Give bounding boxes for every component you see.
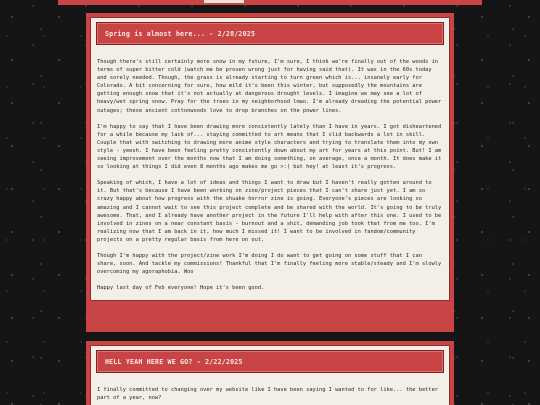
top-nav-strip [58,0,482,5]
top-nav-tab[interactable] [204,0,244,3]
post-header [96,22,444,45]
post-title: HELL YEAH HERE WE GO? - 2/22/2025 [105,357,243,366]
blog-post [86,13,454,332]
post-paragraph: I'm happy to say that I have been drawing more consistently lately than I have in years. I got disheartened for a while because my lack of... staying committed to art means that I slid backwards a lot in skill. Couple that with switching to drawing more anime style characters and trying to translate them into my own style - yeesh. I have been feeling pretty consistently down about my art for years at this point. But! I am seeing improvement over the months now that I am doing something, on average, once a month. It does make it so looking at things I did even 8 months ago makes me go >:( but hey! at least it's progress. [97,123,442,171]
post-body [91,373,449,405]
post-header [96,350,444,373]
post-card [90,345,450,405]
post-body [91,45,449,300]
post-paragraph: Speaking of which, I have a lot of ideas and things I want to draw but I haven't really gotten around to it. But that's because I have been working on zine/project pieces that I can't share just yet. I am so crazy happy about how progress with the shuake horror zine is going. Everyone's pieces are looking so amazing and I cannot wait to see this project complete and be shared with the world. It's going to be truly awesome. That, and I already have another project in the future I'll help with after this one. I used to be involved in zines on a near constant basis - burnout and a shit, demanding job took that from me too. I'm realizing now that I am back in it, how much I missed it! I want to be involved in fandom/community projects on a pretty regular basis from here on out. [97,180,442,243]
post-title: Spring is almost here... - 2/28/2025 [105,29,256,38]
post-paragraph: I finally committed to changing over my website like I have been saying I wanted to for like... the better part of a year, now? [97,387,439,402]
post-paragraph: Happy last day of Feb everyone! Hope it's been good. [97,285,265,292]
post-card [90,17,450,301]
blog-post [86,341,454,405]
post-paragraph: Though there's still certainly more snow in my future, I'm sure, I think we're finally out of the woods in terms of super bitter cold (watch me be proven wrong just for having said that). It was in the 60s today and sorely needed. Though, the grass is already starting to turn green which is... insanely early for Colorado. A bit concerning for sure, how mild it's been this winter, but supposedly the mountains are getting enough snow that it's not actually at dangerous drought levels. I imagine we may see a lot of heavy/wet spring snow. Pray for the trees in my neighborhood lmao. I'm already dreading the potential power outages; these ancient cottonwoods love to drop branches on the power lines. [97,59,442,114]
post-paragraph: Though I'm happy with the project/zine work I'm doing I do want to get going on some stuff that I can share, soon. And tackle my commissions! Thankful that I'm finally feeling more stable/steady and I'm slowly overcoming my agoraphobia. Woo [97,252,442,276]
